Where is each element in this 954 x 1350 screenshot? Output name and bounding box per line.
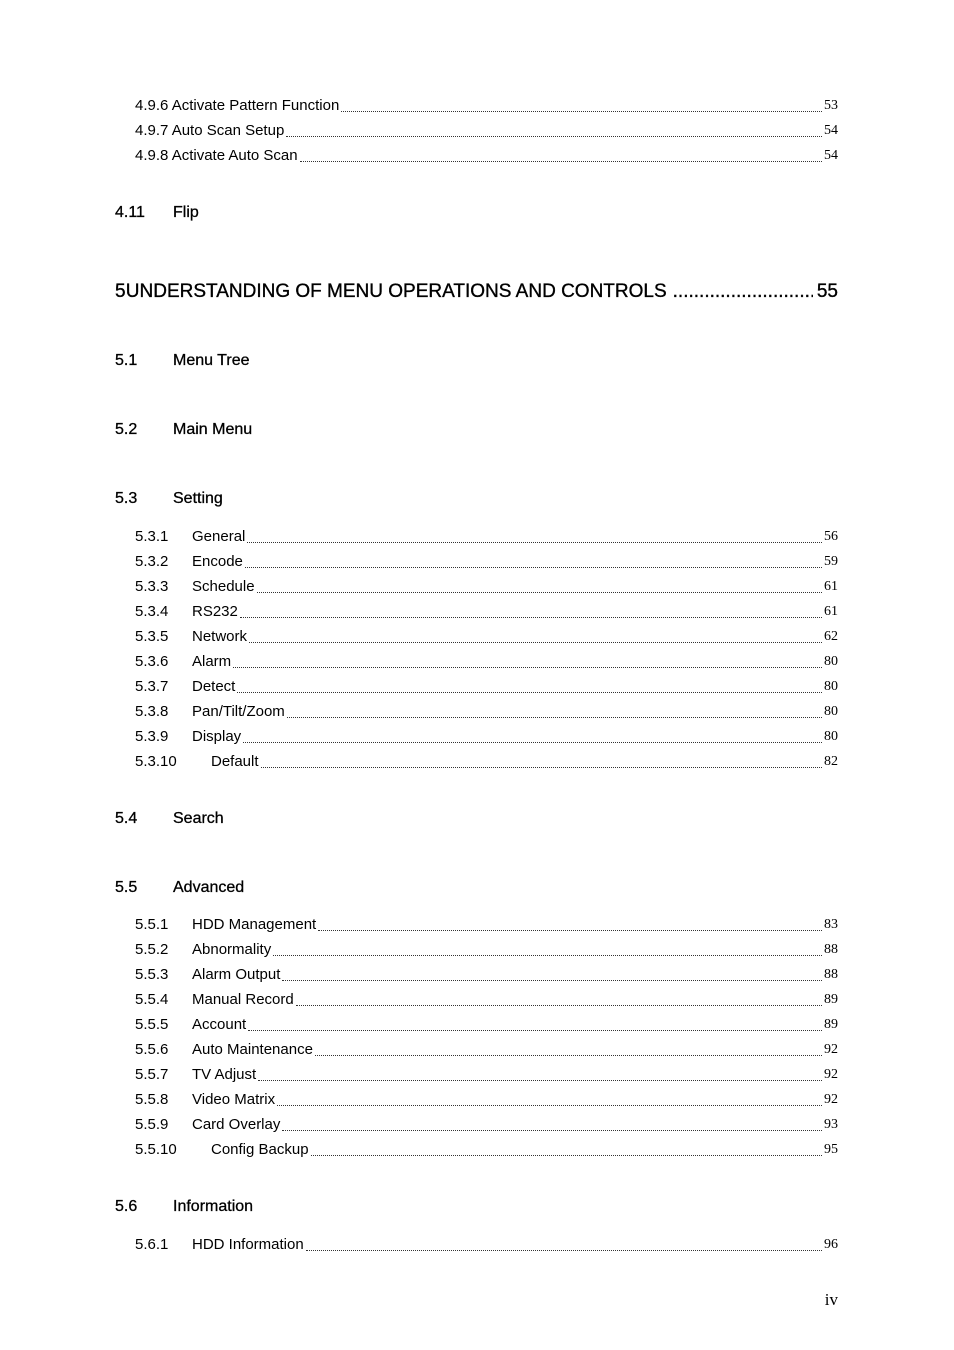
dot-leader [240, 616, 822, 618]
chapter-page: 55 [816, 281, 838, 302]
toc-entry-page: 82 [824, 754, 838, 769]
section-number: 5.4 [115, 810, 138, 827]
toc-entry-number: 5.5.6 [135, 1041, 169, 1058]
toc-entry-page: 83 [824, 917, 838, 932]
toc-section-heading[interactable] [115, 485, 223, 509]
section-title: Search [173, 810, 224, 827]
toc-entry-number: 5.3.8 [135, 703, 169, 720]
toc-entry-number: 5.5.4 [135, 991, 169, 1008]
toc-entry[interactable] [135, 962, 838, 984]
section-number: 4.11 [115, 204, 145, 221]
toc-entry-number: 5.5.1 [135, 916, 169, 933]
toc-entry-title: HDD Information [192, 1236, 304, 1253]
section-title: Advanced [173, 879, 245, 896]
toc-entry-number: 5.3.5 [135, 628, 169, 645]
toc-entry-number: 5.5.8 [135, 1091, 169, 1108]
toc-entry-number: 5.3.4 [135, 603, 169, 620]
toc-entry-title: 4.9.6 Activate Pattern Function [135, 97, 340, 114]
dot-leader [237, 691, 822, 693]
toc-entry[interactable] [135, 549, 838, 571]
toc-entry-page: 62 [824, 629, 838, 644]
toc-entry-number: 5.5.5 [135, 1016, 169, 1033]
section-title: Information [173, 1198, 254, 1215]
toc-entry-number: 5.5.10 [135, 1141, 177, 1158]
dot-leader [277, 1104, 822, 1106]
dot-leader [258, 1079, 822, 1081]
toc-entry[interactable] [135, 93, 838, 115]
section-title: Main Menu [173, 421, 253, 438]
toc-entry[interactable] [135, 1087, 838, 1109]
toc-entry[interactable] [135, 1112, 838, 1134]
chapter-title: UNDERSTANDING OF MENU OPERATIONS AND CONTROLS [125, 281, 667, 302]
section-title: Menu Tree [173, 352, 250, 369]
toc-entry-title: RS232 [192, 603, 238, 620]
toc-entry-number: 5.3.9 [135, 728, 169, 745]
toc-entry-page: 96 [824, 1237, 838, 1252]
toc-entry-page: 56 [824, 529, 838, 544]
dot-leader [247, 541, 822, 543]
toc-entry[interactable] [135, 118, 838, 140]
toc-entry-page: 53 [824, 98, 838, 113]
toc-entry[interactable] [135, 987, 838, 1009]
toc-entry-page: 89 [824, 1017, 838, 1032]
toc-entry[interactable] [135, 1232, 838, 1254]
toc-entry-page: 80 [824, 704, 838, 719]
section-title: Setting [173, 490, 223, 507]
dot-leader [261, 766, 822, 768]
toc-entry-title: Manual Record [192, 991, 294, 1008]
toc-entry-title: HDD Management [192, 916, 317, 933]
toc-chapter-heading[interactable] [115, 276, 838, 304]
dot-leader [257, 591, 822, 593]
toc-entry-number: 5.3.2 [135, 553, 169, 570]
toc-entry-number: 5.5.3 [135, 966, 169, 983]
toc-entry-page: 92 [824, 1092, 838, 1107]
toc-entry-title: Detect [192, 678, 236, 695]
toc-section-heading[interactable] [115, 1193, 253, 1217]
toc-entry[interactable] [135, 749, 838, 771]
toc-entry-title: Card Overlay [192, 1116, 281, 1133]
toc-entry-title: Network [192, 628, 248, 645]
dot-leader [315, 1054, 822, 1056]
page-number: iv [824, 1290, 838, 1309]
toc-entry[interactable] [135, 699, 838, 721]
dot-leader [282, 979, 822, 981]
toc-entry-page: 61 [824, 579, 838, 594]
section-number: 5.5 [115, 879, 138, 896]
toc-entry-page: 54 [824, 148, 838, 163]
dot-leader [245, 566, 822, 568]
toc-entry-title: Abnormality [192, 941, 272, 958]
dot-leader [286, 135, 822, 137]
toc-entry-number: 5.3.6 [135, 653, 169, 670]
dot-leader [273, 954, 822, 956]
toc-entry-title: Alarm [192, 653, 232, 670]
toc-entry-number: 5.5.7 [135, 1066, 169, 1083]
toc-entry-title: Auto Maintenance [192, 1041, 313, 1058]
toc-entry[interactable] [135, 524, 838, 546]
toc-entry-page: 88 [824, 942, 838, 957]
toc-entry-number: 5.5.9 [135, 1116, 169, 1133]
toc-entry[interactable] [135, 574, 838, 596]
toc-entry[interactable] [135, 937, 838, 959]
toc-entry-title: Encode [192, 553, 243, 570]
toc-entry-title: Config Backup [211, 1141, 309, 1158]
toc-entry-title: Account [192, 1016, 247, 1033]
toc-entry-title: 4.9.8 Activate Auto Scan [135, 147, 298, 164]
chapter-number: 5 [115, 281, 126, 302]
toc-section-heading[interactable] [115, 805, 224, 829]
toc-entry[interactable] [135, 624, 838, 646]
toc-entry-page: 93 [824, 1117, 838, 1132]
toc-entry[interactable] [135, 1037, 838, 1059]
section-number: 5.1 [115, 352, 138, 369]
toc-entry[interactable] [135, 724, 838, 746]
toc-entry[interactable] [135, 1012, 838, 1034]
section-number: 5.6 [115, 1198, 138, 1215]
toc-entry-page: 92 [824, 1067, 838, 1082]
toc-entry-title: Schedule [192, 578, 255, 595]
dot-leader [341, 110, 822, 112]
dot-leader [296, 1004, 822, 1006]
toc-section-heading[interactable] [115, 347, 249, 371]
dot-leader [249, 641, 822, 643]
toc-section-heading[interactable] [115, 199, 199, 223]
toc-entry-page: 61 [824, 604, 838, 619]
toc-entry[interactable] [135, 599, 838, 621]
toc-entry[interactable] [135, 1137, 838, 1159]
dot-leader [287, 716, 822, 718]
section-title: Flip [173, 204, 199, 221]
toc-entry-number: 5.3.3 [135, 578, 169, 595]
toc-entry-page: 89 [824, 992, 838, 1007]
toc-entry-number: 5.3.7 [135, 678, 169, 695]
toc-entry-page: 92 [824, 1042, 838, 1057]
toc-entry-title: Alarm Output [192, 966, 281, 983]
toc-entry-title: Video Matrix [192, 1091, 276, 1108]
section-number: 5.3 [115, 490, 138, 507]
toc-entry-page: 80 [824, 679, 838, 694]
toc-entry[interactable] [135, 649, 838, 671]
toc-entry-title: 4.9.7 Auto Scan Setup [135, 122, 285, 139]
toc-section-heading[interactable] [115, 416, 252, 440]
dot-leader [248, 1029, 822, 1031]
toc-entry-title: Pan/Tilt/Zoom [192, 703, 285, 720]
toc-entry-title: General [192, 528, 246, 545]
toc-entry-title: Default [211, 753, 259, 770]
dot-leader [673, 280, 813, 304]
dot-leader [306, 1249, 822, 1251]
toc-entry-page: 80 [824, 729, 838, 744]
section-number: 5.2 [115, 421, 138, 438]
dot-leader [243, 741, 822, 743]
toc-entry-title: TV Adjust [192, 1066, 257, 1083]
toc-entry-page: 88 [824, 967, 838, 982]
dot-leader [300, 160, 822, 162]
dot-leader [233, 666, 822, 668]
toc-entry[interactable] [135, 912, 838, 934]
toc-section-heading[interactable] [115, 874, 244, 898]
toc-entry[interactable] [135, 143, 838, 165]
toc-entry-page: 54 [824, 123, 838, 138]
toc-entry-title: Display [192, 728, 242, 745]
toc-entry-page: 95 [824, 1142, 838, 1157]
toc-entry-page: 59 [824, 554, 838, 569]
dot-leader [311, 1154, 822, 1156]
dot-leader [318, 929, 822, 931]
toc-entry-number: 5.3.10 [135, 753, 177, 770]
dot-leader [282, 1129, 822, 1131]
toc-entry-page: 80 [824, 654, 838, 669]
toc-entry-number: 5.6.1 [135, 1236, 169, 1253]
toc-entry-number: 5.3.1 [135, 528, 169, 545]
toc-entry[interactable] [135, 674, 838, 696]
toc-entry[interactable] [135, 1062, 838, 1084]
toc-entry-number: 5.5.2 [135, 941, 169, 958]
